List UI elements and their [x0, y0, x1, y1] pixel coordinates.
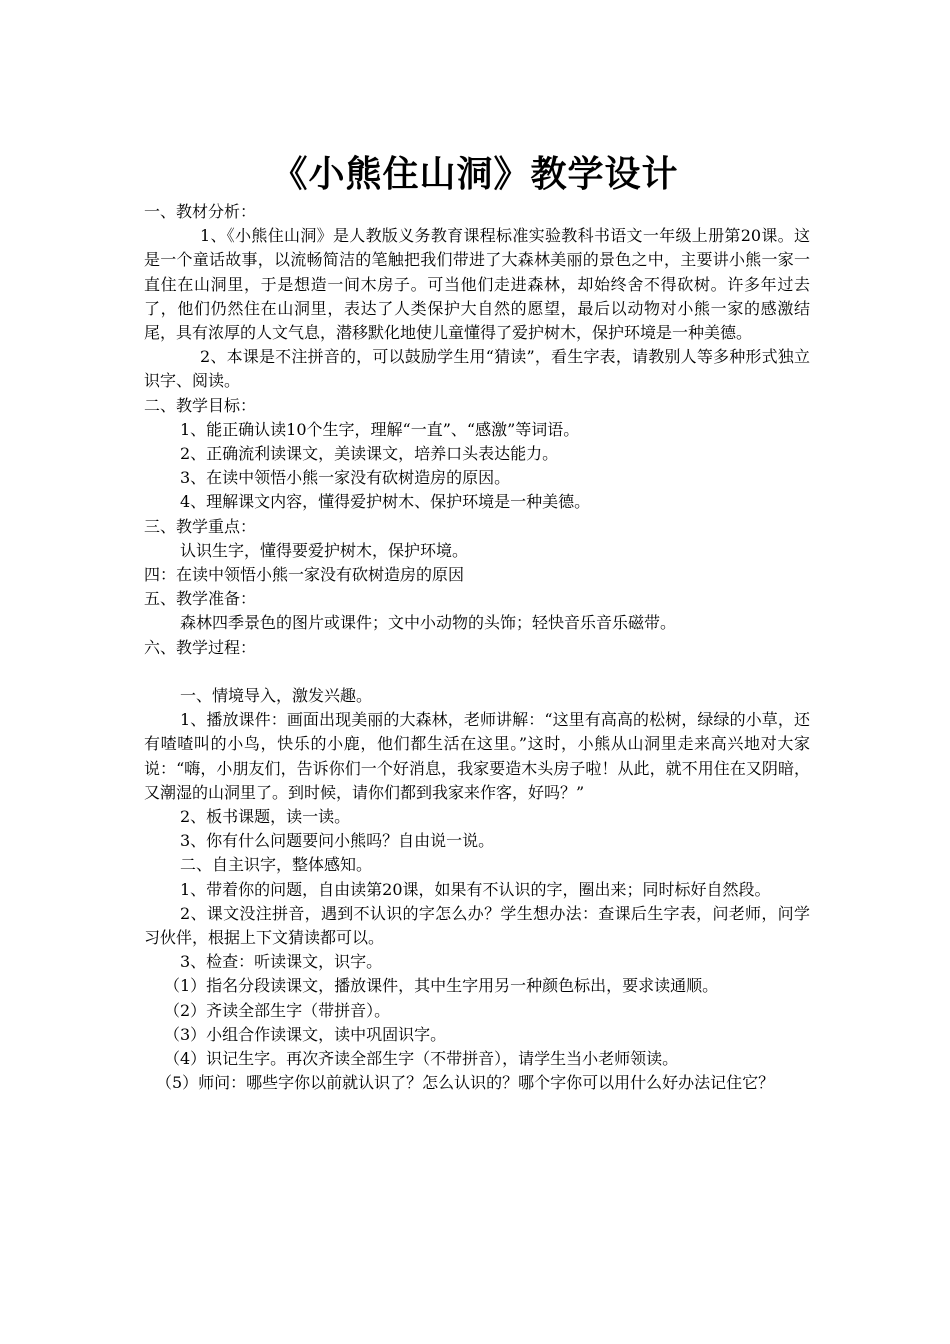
blank-line: [144, 660, 810, 684]
paragraph: 4、理解课文内容，懂得爱护树木、保护环境是一种美德。: [180, 492, 591, 512]
paragraph: 六、教学过程：: [144, 637, 257, 657]
paragraph: 2、本课是不注拼音的，可以鼓励学生用“猜读”，看生字表，请教别人等多种形式独立识字、阅读。: [144, 347, 810, 391]
paragraph: （1）指名分段读课文，播放课件，其中生字用另一种颜色标出，要求读通顺。: [164, 976, 719, 996]
paragraph: 森林四季景色的图片或课件；文中小动物的头饰；轻快音乐音乐磁带。: [180, 613, 677, 633]
paragraph: 一、情境导入，激发兴趣。: [180, 686, 373, 706]
paragraph: 2、课文没注拼音，遇到不认识的字怎么办？学生想办法：查课后生字表，问老师，问学习伙伴，根据上下文猜读都可以。: [144, 903, 810, 948]
paragraph: 一、教材分析：: [144, 202, 257, 221]
paragraph: 四：在读中领悟小熊一家没有砍树造房的原因: [144, 565, 465, 585]
paragraph: 二、教学目标：: [144, 395, 257, 415]
document-body: [144, 200, 810, 1096]
paragraph: 五、教学准备：: [144, 589, 257, 609]
paragraph: 3、在读中领悟小熊一家没有砍树造房的原因。: [180, 468, 511, 488]
paragraph: 1、《小熊住山洞》是人教版义务教育课程标准实验教科书语文一年级上册第20课。这是一个童话故事，以流畅简洁的笔触把我们带进了大森林美丽的景色之中，主要讲小熊一家一直住在山洞里，于是想造一间木房子。可当他们走进森林，却始终舍不得砍树。许多年过去了，他们仍然住在山洞里，表达了人类保护大自然的愿望，最后以动物对小熊一家的感激结尾，具有浓厚的人文气息，潜移默化地使儿童懂得了爱护树木，保护环境是一种美德。: [144, 226, 810, 343]
paragraph: 认识生字，懂得要爱护树木，保护环境。: [180, 540, 469, 560]
paragraph: 三、教学重点：: [144, 516, 257, 536]
paragraph: （2）齐读全部生字（带拼音）。: [164, 1000, 391, 1020]
paragraph: 1、播放课件：画面出现美丽的大森林，老师讲解：“这里有高高的松树，绿绿的小草，还有喳喳叫的小鸟，快乐的小鹿，他们都生活在这里。”这时，小熊从山洞里走来高兴地对大家说：“嗨，小朋友们，告诉你们一个好消息，我家要造木头房子啦！从此，就不用住在又阴暗，又潮湿的山洞里了。到时候，请你们都到我家来作客，好吗？”: [144, 710, 810, 802]
paragraph: 1、能正确认读10个生字，理解“一直”、“感激”等词语。: [180, 419, 580, 439]
paragraph: 二、自主识字，整体感知。: [180, 855, 373, 875]
paragraph: 2、板书课题，读一读。: [180, 807, 351, 827]
paragraph: 3、检查：听读课文，识字。: [180, 952, 383, 972]
paragraph: 3、你有什么问题要问小熊吗？自由说一说。: [180, 831, 495, 851]
page-title: 《小熊住山洞》教学设计: [271, 154, 679, 195]
paragraph: 2、正确流利读课文，美读课文，培养口头表达能力。: [180, 444, 559, 464]
paragraph: （3）小组合作读课文，读中巩固识字。: [164, 1024, 447, 1044]
paragraph: 1、带着你的问题，自由读第20课，如果有不认识的字，圈出来；同时标好自然段。: [180, 879, 771, 899]
paragraph: （4）识记生字。再次齐读全部生字（不带拼音），请学生当小老师领读。: [164, 1049, 679, 1069]
paragraph: （5）师问：哪些字你以前就认识了？怎么认识的？哪个字你可以用什么好办法记住它？: [156, 1073, 775, 1093]
